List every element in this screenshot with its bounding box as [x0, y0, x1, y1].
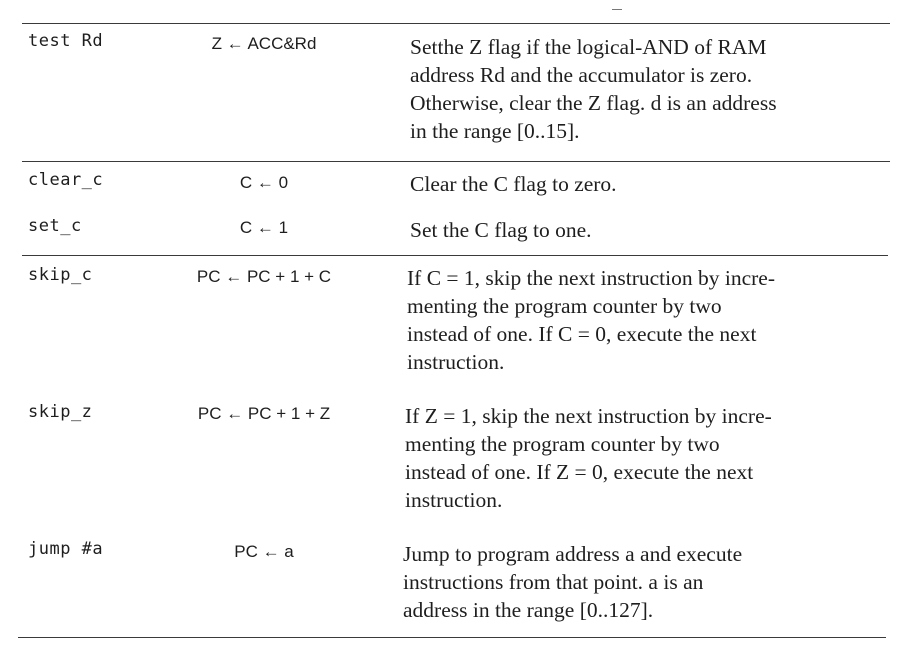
table-bottom-rule — [18, 637, 886, 638]
description-line: instructions from that point. a is an — [403, 570, 704, 594]
row-divider — [22, 161, 890, 162]
mnemonic-clear-c: clear_c — [28, 170, 104, 190]
description-line: Setthe Z flag if the logical-AND of RAM — [410, 35, 767, 59]
description-test-rd — [410, 33, 777, 145]
description-line: If Z = 1, skip the next instruction by incre- — [405, 404, 772, 428]
mnemonic-skip-c: skip_c — [28, 265, 93, 285]
description-line: instead of one. If C = 0, execute the next — [407, 322, 757, 346]
description-line: Set the C flag to one. — [410, 218, 592, 242]
description-line: menting the program counter by two — [405, 432, 720, 456]
mnemonic-skip-z: skip_z — [28, 402, 93, 422]
description-line: address Rd and the accumulator is zero. — [410, 63, 753, 87]
operation-jump: PC ← a — [234, 542, 294, 561]
operation-skip-c: PC ← PC + 1 + C — [196, 267, 332, 286]
description-jump — [403, 540, 742, 624]
scan-speck — [612, 9, 622, 10]
description-line: menting the program counter by two — [407, 294, 722, 318]
description-line: If C = 1, skip the next instruction by incre- — [407, 266, 775, 290]
description-line: Otherwise, clear the Z flag. d is an address — [410, 91, 777, 115]
operation-test-rd: Z ← ACC&Rd — [211, 34, 317, 53]
mnemonic-test-rd: test Rd — [28, 31, 104, 51]
description-line: Clear the C flag to zero. — [410, 172, 617, 196]
description-line: instruction. — [405, 488, 503, 512]
mnemonic-set-c: set_c — [28, 216, 82, 236]
mnemonic-jump: jump #a — [28, 539, 104, 559]
description-clear-c — [410, 170, 617, 198]
description-set-c — [410, 216, 592, 244]
description-skip-c — [407, 264, 775, 376]
description-line: Jump to program address a and execute — [403, 542, 743, 566]
table-top-rule — [22, 23, 890, 24]
description-line: instruction. — [407, 350, 505, 374]
operation-set-c: C ← 1 — [239, 218, 289, 237]
description-line: address in the range [0..127]. — [403, 598, 654, 622]
row-divider — [22, 255, 888, 256]
description-line: instead of one. If Z = 0, execute the next — [405, 460, 754, 484]
description-line: in the range [0..15]. — [410, 119, 580, 143]
description-skip-z — [405, 402, 772, 514]
operation-clear-c: C ← 0 — [239, 173, 289, 192]
operation-skip-z: PC ← PC + 1 + Z — [197, 404, 331, 423]
